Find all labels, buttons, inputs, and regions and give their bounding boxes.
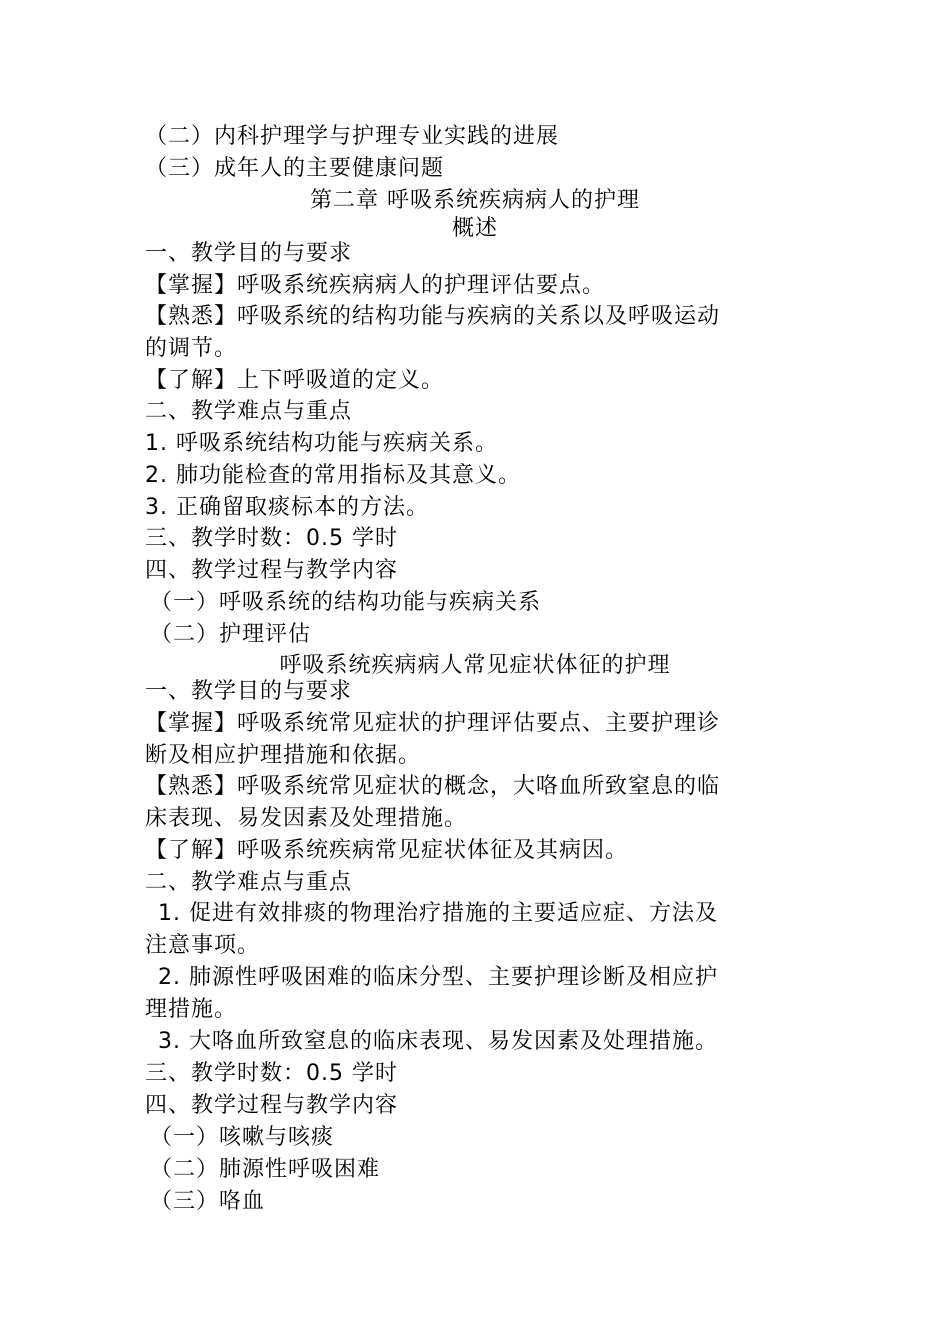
list-item: （一）咳嗽与咳痰 [150,1125,335,1150]
section-heading: 四、教学过程与教学内容 [145,558,399,583]
text-line: 【掌握】呼吸系统常见症状的护理评估要点、主要护理诊 [145,711,721,736]
section-heading: 一、教学目的与要求 [145,679,353,704]
list-item: 3. 大咯血所致窒息的临床表现、易发因素及处理措施。 [158,1029,718,1054]
section-heading: 三、教学时数：0.5 学时 [145,526,398,551]
section-heading: 一、教学目的与要求 [145,241,353,266]
list-item: （一）呼吸系统的结构功能与疾病关系 [150,590,542,615]
chapter-title: 第二章 呼吸系统疾病病人的护理 [310,188,640,213]
text-line: 【熟悉】呼吸系统的结构功能与疾病的关系以及呼吸运动 [145,304,721,329]
text-line: 【掌握】呼吸系统疾病病人的护理评估要点。 [145,273,606,298]
subsection-title: 概述 [451,216,498,241]
list-item: 2. 肺功能检查的常用指标及其意义。 [145,463,521,488]
list-item: （二）护理评估 [150,622,312,647]
text-line: 【了解】呼吸系统疾病常见症状体征及其病因。 [145,838,629,863]
section-heading: （二）内科护理学与护理专业实践的进展 [145,124,560,149]
text-line: 【了解】上下呼吸道的定义。 [145,368,445,393]
section-heading: 二、教学难点与重点 [145,870,353,895]
section-heading: 二、教学难点与重点 [145,399,353,424]
section-heading: 四、教学过程与教学内容 [145,1093,399,1118]
list-item: 1. 促进有效排痰的物理治疗措施的主要适应症、方法及 [158,901,718,926]
text-line: 床表现、易发因素及处理措施。 [145,806,468,831]
text-line: 的调节。 [145,336,238,361]
subsection-title: 呼吸系统疾病病人常见症状体征的护理 [279,653,671,678]
text-line: 【熟悉】呼吸系统常见症状的概念，大咯血所致窒息的临 [145,774,721,799]
list-item: 1. 呼吸系统结构功能与疾病关系。 [145,431,498,456]
list-item: 2. 肺源性呼吸困难的临床分型、主要护理诊断及相应护 [158,965,718,990]
section-heading: （三）成年人的主要健康问题 [145,156,445,181]
list-item: （三）咯血 [150,1189,266,1214]
list-item: 3. 正确留取痰标本的方法。 [145,495,429,520]
section-heading: 三、教学时数：0.5 学时 [145,1061,398,1086]
text-line: 注意事项。 [145,933,261,958]
list-item: （二）肺源性呼吸困难 [150,1157,381,1182]
text-line: 断及相应护理措施和依据。 [145,743,422,768]
text-line: 理措施。 [145,997,238,1022]
